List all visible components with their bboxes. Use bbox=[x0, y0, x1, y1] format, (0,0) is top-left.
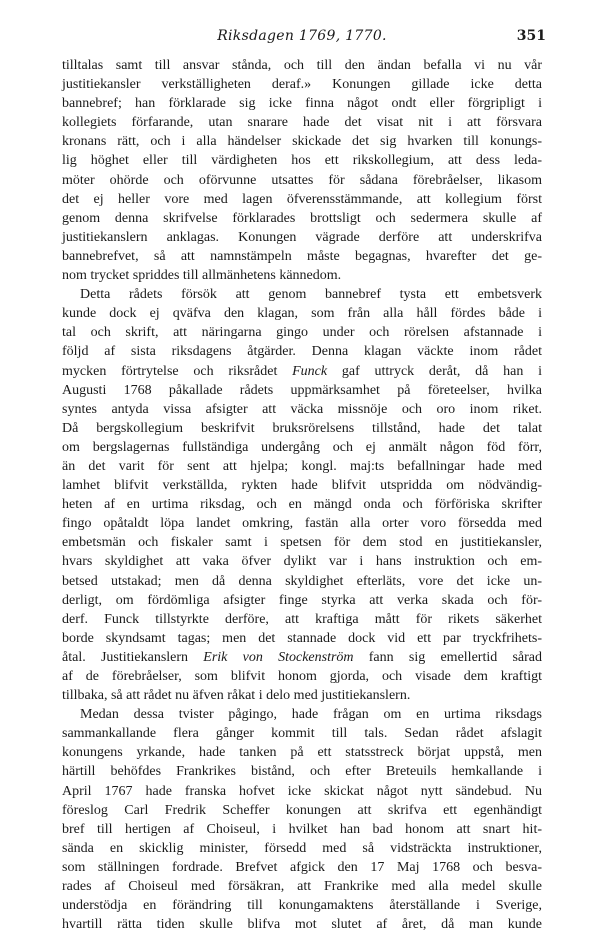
text-line: derligt, om fördömliga afsigter finge styrka att verka skada och för- bbox=[62, 592, 542, 608]
text-line: föreslog Carl Fredrik Scheffer konungen att skrifva ett egenhändigt bbox=[62, 802, 542, 818]
text-line: bannebref; han förklarade sig icke finna något ondt eller förgripligt i bbox=[62, 96, 542, 112]
text-line: rades af Choiseul med försäkran, att Frankrike med alla medel skulle bbox=[62, 879, 542, 895]
text-line: följd af sista riksdagens åtgärder. Denna klagan väckte inom rådet bbox=[62, 344, 542, 360]
page-header bbox=[62, 28, 546, 52]
paragraph-3 bbox=[62, 705, 542, 934]
text-line: sammankallande flera gånger kommit till tals. Sedan rådet afslagit bbox=[62, 726, 542, 742]
text-line: åtal. Justitiekanslern Erik von Stockenström fann sig emellertid sårad bbox=[62, 649, 542, 665]
text-line: justitiekanslern anklagas. Konungen vägrade derföre att underskrifva bbox=[62, 229, 542, 245]
text-line: April 1767 hade franska hofvet icke skickat något nytt sändebud. Nu bbox=[62, 783, 542, 799]
text-line: kollegiets förfarande, utan snarare hade det visat nit i att försvara bbox=[62, 115, 542, 131]
text-line: det ej heller vore med lagen öfverensstämmande, att kollegium först bbox=[62, 191, 542, 207]
text-line: betsed utstakad; men då denna skyldighet efterläts, vore det icke un- bbox=[62, 573, 542, 589]
text-line: kunde dock ej qväfva den klagan, som från alla håll fördes både i bbox=[62, 306, 542, 322]
text-line: sända en skicklig minister, försedd med så vidsträckta instruktioner, bbox=[62, 840, 542, 856]
text-line: Augusti 1768 påkallade rådets uppmärksamhet på företeelser, hvilka bbox=[62, 382, 542, 398]
text-line: möter ohörde och oförvunne utsattes för sådana förebråelser, likasom bbox=[62, 172, 542, 188]
text-line: genom denna skrifvelse förklarades brottsligt och sedermera skulle af bbox=[62, 210, 542, 226]
italic-name: Erik von Stockenström bbox=[203, 649, 354, 665]
text-line: tillbaka, så att rådet nu äfven råkat i delo med justitiekanslern. bbox=[62, 688, 411, 704]
text-line: nom trycket spriddes till allmänhetens kännedom. bbox=[62, 268, 342, 284]
page-number: 351 bbox=[516, 28, 546, 44]
text-line: som ställningen fordrade. Brefvet afgick den 17 Maj 1768 och besva- bbox=[62, 859, 542, 875]
text-line: lamhet blifvit verkställda, rykten hade blifvit utspridda om nödvändig- bbox=[62, 478, 542, 494]
paragraph-2 bbox=[62, 285, 542, 705]
body-text bbox=[62, 56, 542, 934]
text-line: Detta rådets försök att genom bannebref tysta ett embetsverk bbox=[80, 287, 542, 303]
text-line: justitiekansler verkställigheten deraf.» Konungen gillade icke detta bbox=[62, 77, 542, 93]
text-line: embetsmän och fiskaler samt i spetsen för dem stod en justitiekansler, bbox=[62, 535, 542, 551]
running-title: Riksdagen 1769, 1770. bbox=[217, 28, 387, 44]
text-line: af de förebråelser, som blifvit honom gjorda, och visade dem kraftigt bbox=[62, 669, 542, 684]
text-line: bannebrefvet, så att namnstämpeln måste begagnas, hvarefter det ge- bbox=[62, 248, 542, 264]
text-line: konungens yrkande, hade tanken på ett statsstreck börjat uppstå, men bbox=[62, 745, 542, 761]
text-line: heten af en urtima riksdag, och en mängd onda och förföriska skrifter bbox=[62, 497, 542, 513]
text-line: fingo opåtaldt löpa landet omkring, fastän alla orter voro försedda med bbox=[62, 516, 542, 532]
text-line: syntes antyda vissa afsigter att väcka missnöje och oro inom riket. bbox=[62, 401, 542, 417]
text-line: borde skyndsamt tagas; men det stannade dock vid ett par tryckfrihets- bbox=[62, 630, 542, 646]
text-line: derf. Funck tillstyrkte derföre, att kraftiga mått för rikets säkerhet bbox=[62, 611, 542, 627]
paragraph-1 bbox=[62, 56, 542, 285]
text-line: tal och skrift, att näringarna gingo under och rörelsen afstannade i bbox=[62, 325, 542, 341]
text-line: härtill behöfdes Frankrikes bistånd, och efter Breteuils hemkallande i bbox=[62, 764, 542, 780]
text-line: understödja en förändring till konungamaktens återställande i Sverige, bbox=[62, 898, 542, 914]
text-line: bref till hertigen af Choiseul, i hvilket han bad honom att snart hit- bbox=[62, 821, 542, 837]
text-line: om bergslagernas fullständiga undergång och ej anmält någon föd förr, bbox=[62, 439, 542, 455]
text-line: Medan dessa tvister pågingo, hade frågan om en urtima riksdags bbox=[80, 707, 542, 723]
text-line: Då bergskollegium beskrifvit bruksrörelsens tillstånd, hade det talat bbox=[62, 420, 542, 436]
text-line: tilltalas samt till ansvar stånda, och till den ändan befalla vi nu vår bbox=[62, 58, 542, 73]
text-line: hvartill rätta tiden skulle blifva mot slutet af året, då man kunde bbox=[62, 917, 542, 933]
italic-name: Funck bbox=[292, 363, 328, 379]
text-line: än det varit för sent att hjelpa; kongl. maj:ts befallningar hade med bbox=[62, 458, 542, 474]
text-line: mycken förtrytelse och riksrådet Funck gaf uttryck deråt, då han i bbox=[62, 363, 543, 379]
text-line: hvars skyldighet att vaka öfver dylikt var i hans instruktion och em- bbox=[62, 554, 542, 570]
text-line: kronans rätt, och i alla händelser skickade det sig hvarken till konungs- bbox=[62, 134, 542, 150]
text-line: lig höghet eller till värdigheten hos ett rikskollegium, att dess leda- bbox=[62, 153, 542, 169]
